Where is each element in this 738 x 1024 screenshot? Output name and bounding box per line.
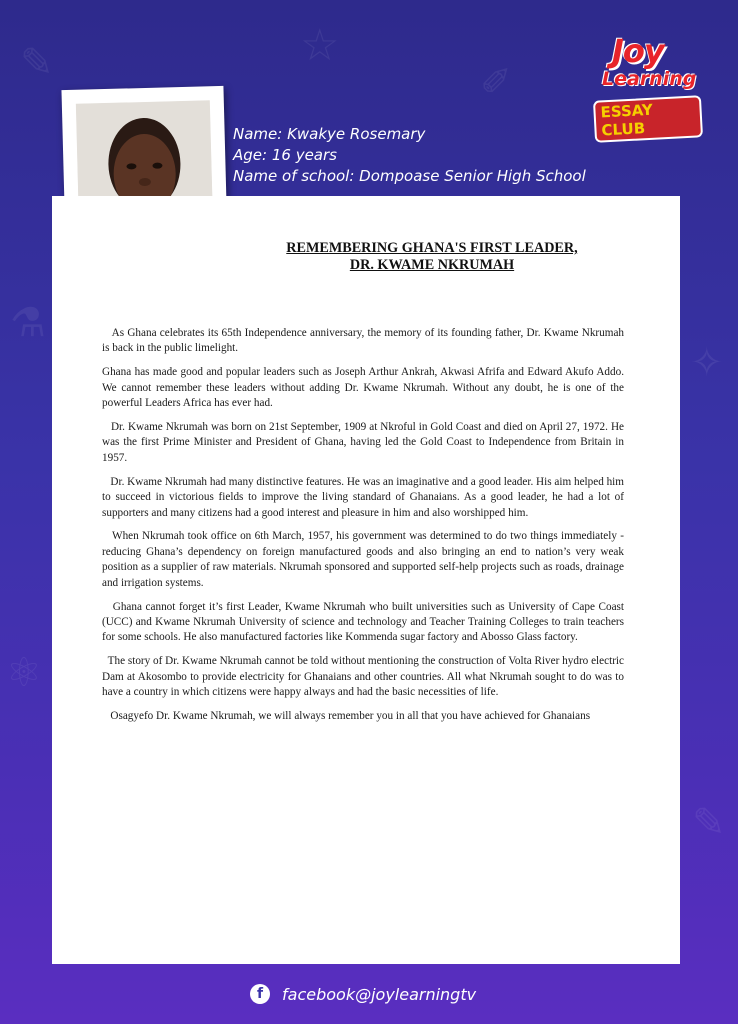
facebook-handle[interactable]: facebook@joylearningtv xyxy=(282,984,477,1004)
background-doodle: ⚛ xyxy=(6,650,42,696)
essay-paragraph: Dr. Kwame Nkrumah was born on 21st September, 1909 at Nkroful in Gold Coast and died on April 27, 1972. He was the first Prime Minister and President of Ghana, having led the Gold Coast to Independence from Britain in 1957. xyxy=(102,421,624,464)
footer-social[interactable] xyxy=(250,984,476,1004)
essay-title xyxy=(252,240,612,274)
essay-paragraph: Osagyefo Dr. Kwame Nkrumah, we will always remember you in all that you have achieved for Ghanaians xyxy=(102,710,591,723)
author-school: Name of school: Dompoase Senior High School xyxy=(233,167,586,185)
author-age: Age: 16 years xyxy=(233,146,337,164)
essay-paper xyxy=(52,196,680,964)
background-doodle: ✎ xyxy=(692,800,726,846)
essay-title-line-2: DR. KWAME NKRUMAH xyxy=(349,257,515,273)
author-info xyxy=(233,124,586,187)
facebook-icon: f xyxy=(250,984,270,1004)
essay-paragraph: Ghana has made good and popular leaders such as Joseph Arthur Ankrah, Akwasi Afrifa and Edward Akufo Addo. We cannot remember these leaders without adding Dr. Kwame Nkrumah. Without any doubt, he is one of the powerful Leaders Africa has ever had. xyxy=(102,366,624,410)
logo-essay-club-text: ESSAY CLUB xyxy=(593,95,703,143)
joy-learning-essay-club-logo xyxy=(592,32,702,140)
essay-body xyxy=(102,326,624,733)
background-doodle: ✐ xyxy=(480,60,512,104)
logo-learning-text: Learning xyxy=(602,68,697,90)
background-doodle: ⚗ xyxy=(10,300,46,346)
essay-paragraph: When Nkrumah took office on 6th March, 1957, his government was determined to do two things immediately - reducing Ghana’s dependency on foreign manufactured goods and also bringing an end to nation’s very weak position as a supplier of raw materials. Nkrumah sponsored and supported self-help projects such as roads, drainage and irrigation systems. xyxy=(102,530,624,589)
essay-paragraph: The story of Dr. Kwame Nkrumah cannot be told without mentioning the construction of Volta River hydro electric Dam at Akosombo to provide electricity for Ghanaians and other countries. All what Nkrumah sought to do was to have a country in which citizens were happy always and had the basic necessities of life. xyxy=(102,655,624,699)
essay-paragraph: Ghana cannot forget it’s first Leader, Kwame Nkrumah who built universities such as University of Cape Coast (UCC) and Kwame Nkrumah University of science and technology and Teacher Training Colleges to train teachers for some schools. He also manufactured factories like Kommenda sugar factory and Abosso Glass factory. xyxy=(102,600,624,644)
author-name: Name: Kwakye Rosemary xyxy=(233,125,426,143)
essay-paragraph: Dr. Kwame Nkrumah had many distinctive features. He was an imaginative and a good leader. His aim helped him to succeed in victorious fields to improve the living standard of Ghanaians. As a good leader, he had a lot of supporters and many citizens had a good interest and pleasure in him and also worshipped him. xyxy=(102,475,624,519)
logo-joy-text: Joy xyxy=(612,32,664,70)
essay-title-line-1: REMEMBERING GHANA'S FIRST LEADER, xyxy=(286,240,578,256)
background-doodle: ☆ xyxy=(300,20,340,71)
background-doodle: ✧ xyxy=(690,340,724,386)
essay-paragraph: As Ghana celebrates its 65th Independence anniversary, the memory of its founding father, Dr. Kwame Nkrumah is back in the public limelight. xyxy=(102,327,624,355)
background-doodle: ✎ xyxy=(20,40,54,86)
